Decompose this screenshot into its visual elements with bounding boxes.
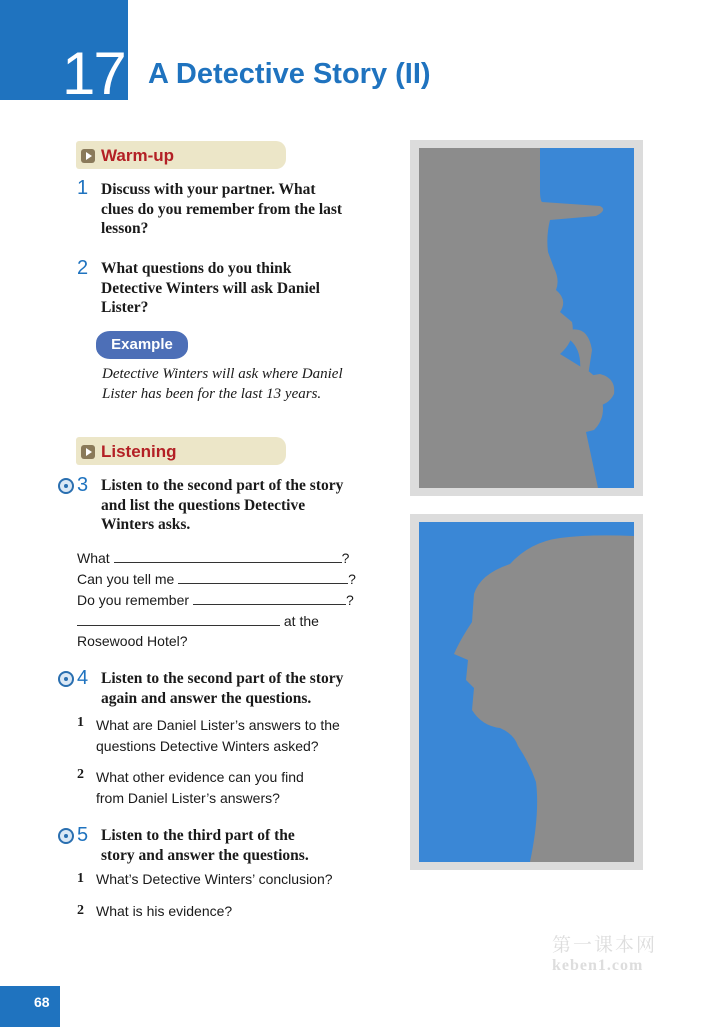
man-profile-frame bbox=[410, 514, 643, 870]
answer-blank[interactable] bbox=[77, 612, 280, 626]
hotel-text: Rosewood Hotel? bbox=[77, 633, 188, 649]
q4-item-1-text: What are Daniel Lister’s answers to the questions Detective Winters asked? bbox=[96, 717, 340, 754]
subquestion-number: 2 bbox=[77, 903, 84, 918]
blank-line-what: What ? bbox=[77, 550, 350, 566]
subquestion-number: 2 bbox=[77, 767, 84, 782]
audio-cd-icon[interactable] bbox=[58, 671, 74, 687]
man-profile-illustration bbox=[410, 514, 643, 870]
unit-number: 17 bbox=[62, 40, 125, 107]
question-number-2: 2 bbox=[77, 257, 89, 279]
warmup-heading: Warm-up bbox=[101, 146, 175, 165]
question-5-text: Listen to the third part of the story and answer the questions. bbox=[101, 827, 309, 864]
watermark-url: keben1.com bbox=[552, 957, 644, 974]
detective-silhouette-illustration bbox=[410, 140, 643, 496]
question-number-4: 4 bbox=[77, 667, 89, 689]
audio-cd-icon[interactable] bbox=[58, 828, 74, 844]
question-number-5: 5 bbox=[77, 824, 89, 846]
subquestion-number: 1 bbox=[77, 871, 84, 886]
answer-blank[interactable] bbox=[114, 549, 342, 563]
example-text: Detective Winters will ask where Daniel Lister has been for the last 13 years. bbox=[102, 366, 343, 402]
blank-line-at-the: at the bbox=[77, 612, 319, 629]
answer-blank[interactable] bbox=[178, 570, 348, 584]
blank-line-tell: Can you tell me ? bbox=[77, 571, 356, 587]
question-number-1: 1 bbox=[77, 177, 89, 199]
page-number-box bbox=[0, 986, 60, 1027]
page-number: 68 bbox=[34, 994, 50, 1010]
question-4-text: Listen to the second part of the story again and answer the questions. bbox=[101, 670, 344, 707]
listening-heading: Listening bbox=[101, 442, 177, 461]
q4-item-2-text: What other evidence can you find from Daniel Lister’s answers? bbox=[96, 769, 304, 806]
question-2-text: What questions do you think Detective Winters will ask Daniel Lister? bbox=[101, 260, 320, 316]
blank-line-remember: Do you remember ? bbox=[77, 592, 354, 608]
watermark-chinese: 第一课本网 bbox=[552, 935, 658, 956]
q5-item-1-text: What’s Detective Winters’ conclusion? bbox=[96, 871, 333, 887]
example-badge: Example bbox=[96, 331, 188, 359]
subquestion-number: 1 bbox=[77, 715, 84, 730]
question-number-3: 3 bbox=[77, 474, 89, 496]
play-icon bbox=[81, 445, 95, 459]
answer-blank[interactable] bbox=[193, 591, 346, 605]
detective-silhouette-frame bbox=[410, 140, 643, 496]
question-1-text: Discuss with your partner. What clues do you remember from the last lesson? bbox=[101, 181, 343, 237]
unit-title: A Detective Story (II) bbox=[148, 58, 431, 90]
audio-cd-icon[interactable] bbox=[58, 478, 74, 494]
play-icon bbox=[81, 149, 95, 163]
q5-item-2-text: What is his evidence? bbox=[96, 903, 233, 919]
question-3-text: Listen to the second part of the story and list the questions Detective Winters asks. bbox=[101, 477, 344, 533]
